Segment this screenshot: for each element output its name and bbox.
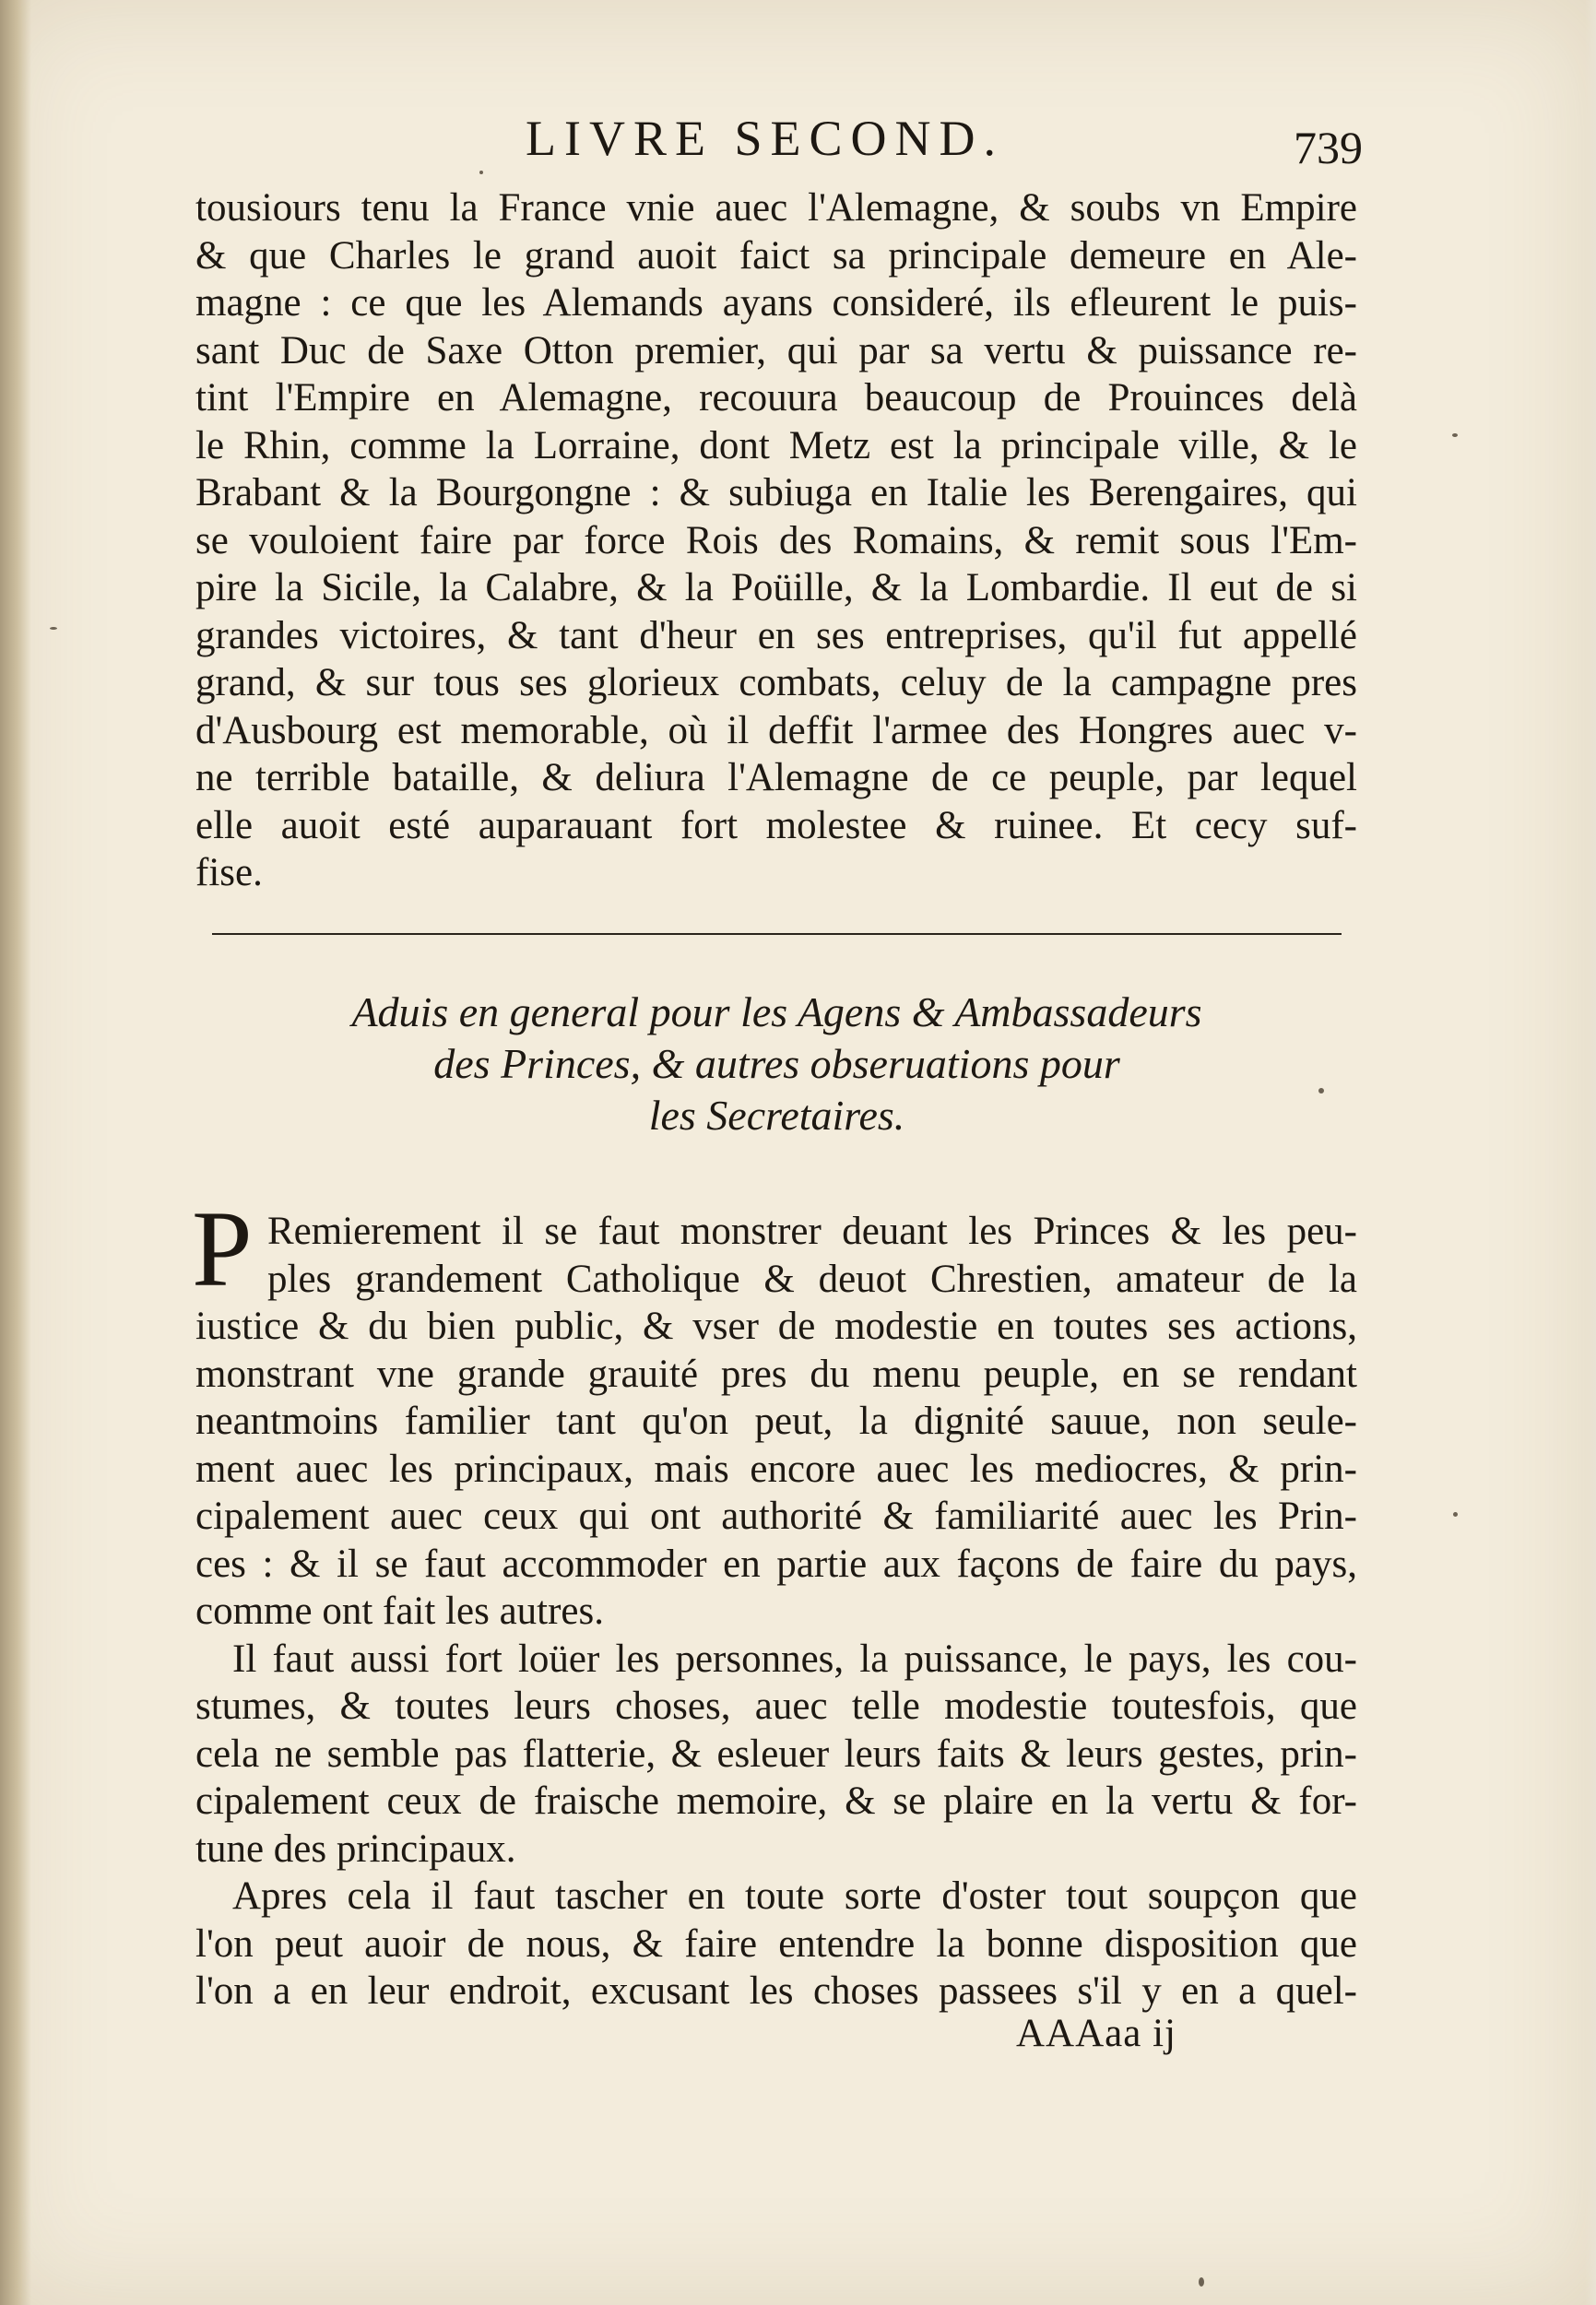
text-line: l'on a en leur endroit, excusant les choses passees s'il y en a quel- — [195, 1969, 1357, 2013]
text-line: ment auec les principaux, mais encore auec les mediocres, & prin- — [195, 1447, 1357, 1491]
text-line: tint l'Empire en Alemagne, recouura beaucoup de Prouinces delà — [195, 376, 1357, 420]
text-line: pire la Sicile, la Calabre, & la Poüille, & la Lombardie. Il eut de si — [195, 566, 1357, 609]
text-line: cipalement auec ceux qui ont authorité & familiarité auec les Prin- — [195, 1495, 1357, 1538]
paper-speck — [479, 171, 483, 174]
heading-line: les Secretaires. — [648, 1092, 905, 1139]
text-line: neantmoins familier tant qu'on peut, la dignité sauue, non seule- — [195, 1400, 1357, 1443]
text-line: d'Ausbourg est memorable, où il deffit l'armee des Hongres auec v- — [195, 708, 1357, 752]
text-line: Il faut aussi fort loüer les personnes, la puissance, le pays, les cou- — [232, 1637, 1357, 1681]
text-line: se vouloient faire par force Rois des Romains, & remit sous l'Em- — [195, 518, 1357, 562]
heading-line: Aduis en general pour les Agens & Ambassadeurs — [351, 988, 1202, 1035]
text-line: comme ont fait les autres. — [195, 1590, 604, 1633]
running-head: LIVRE SECOND. — [526, 111, 1004, 166]
signature-mark: AAAaa ij — [1016, 2012, 1176, 2055]
paper-speck — [1452, 433, 1458, 437]
text-line: cipalement ceux de fraische memoire, & se plaire en la vertu & for- — [195, 1779, 1357, 1823]
paper-speck — [50, 627, 57, 630]
paper-speck — [1453, 1512, 1458, 1517]
text-line: fise. — [195, 851, 263, 894]
binding-gutter — [0, 0, 31, 2305]
text-line: sant Duc de Saxe Otton premier, qui par sa vertu & puissance re- — [195, 328, 1357, 372]
section-heading — [212, 987, 1342, 1141]
text-line: Remierement il se faut monstrer deuant les Princes & les peu- — [267, 1210, 1357, 1253]
text-line: tousiours tenu la France vnie auec l'Alemagne, & soubs vn Empire — [195, 186, 1357, 230]
text-line: stumes, & toutes leurs choses, auec telle modestie toutesfois, que — [195, 1684, 1357, 1728]
text-line: iustice & du bien public, & vser de modestie en toutes ses actions, — [195, 1305, 1357, 1348]
text-line: ne terrible bataille, & deliura l'Alemagne de ce peuple, par lequel — [195, 756, 1357, 799]
text-line: le Rhin, comme la Lorraine, dont Metz est la principale ville, & le — [195, 423, 1357, 467]
page-edge-shadow — [1585, 0, 1596, 2305]
drop-cap: P — [192, 1188, 253, 1309]
text-line: Apres cela il faut tascher en toute sorte d'oster tout soupçon que — [232, 1874, 1357, 1918]
text-line: Brabant & la Bourgongne : & subiuga en Italie les Berengaires, qui — [195, 471, 1357, 514]
text-line: monstrant vne grande grauité pres du menu peuple, en se rendant — [195, 1352, 1357, 1396]
paper-speck — [1318, 1088, 1324, 1093]
text-line: cela ne semble pas flatterie, & esleuer leurs faits & leurs gestes, prin- — [195, 1732, 1357, 1776]
text-line: tune des principaux. — [195, 1826, 516, 1871]
text-line: l'on peut auoir de nous, & faire entendre la bonne disposition que — [195, 1921, 1357, 1966]
paper-speck — [1199, 2277, 1204, 2287]
text-line: magne : ce que les Alemands ayans consideré, ils efleurent le puis- — [195, 281, 1357, 325]
text-line: grand, & sur tous ses glorieux combats, celuy de la campagne pres — [195, 661, 1357, 704]
heading-line: des Princes, & autres obseruations pour — [433, 1040, 1120, 1087]
text-line: grandes victoires, & tant d'heur en ses entreprises, qu'il fut appellé — [195, 613, 1357, 657]
text-line: ces : & il se faut accommoder en partie aux façons de faire du pays, — [195, 1542, 1357, 1586]
text-line: elle auoit esté auparauant fort molestee & ruinee. Et cecy suf- — [195, 803, 1357, 847]
top-paragraph — [195, 184, 1357, 897]
section-body — [195, 1208, 1357, 2015]
section-divider-rule — [212, 933, 1342, 935]
text-line: & que Charles le grand auoit faict sa principale demeure en Ale- — [195, 233, 1357, 278]
page-number: 739 — [1294, 122, 1363, 173]
text-line: ples grandement Catholique & deuot Chrestien, amateur de la — [267, 1257, 1357, 1301]
